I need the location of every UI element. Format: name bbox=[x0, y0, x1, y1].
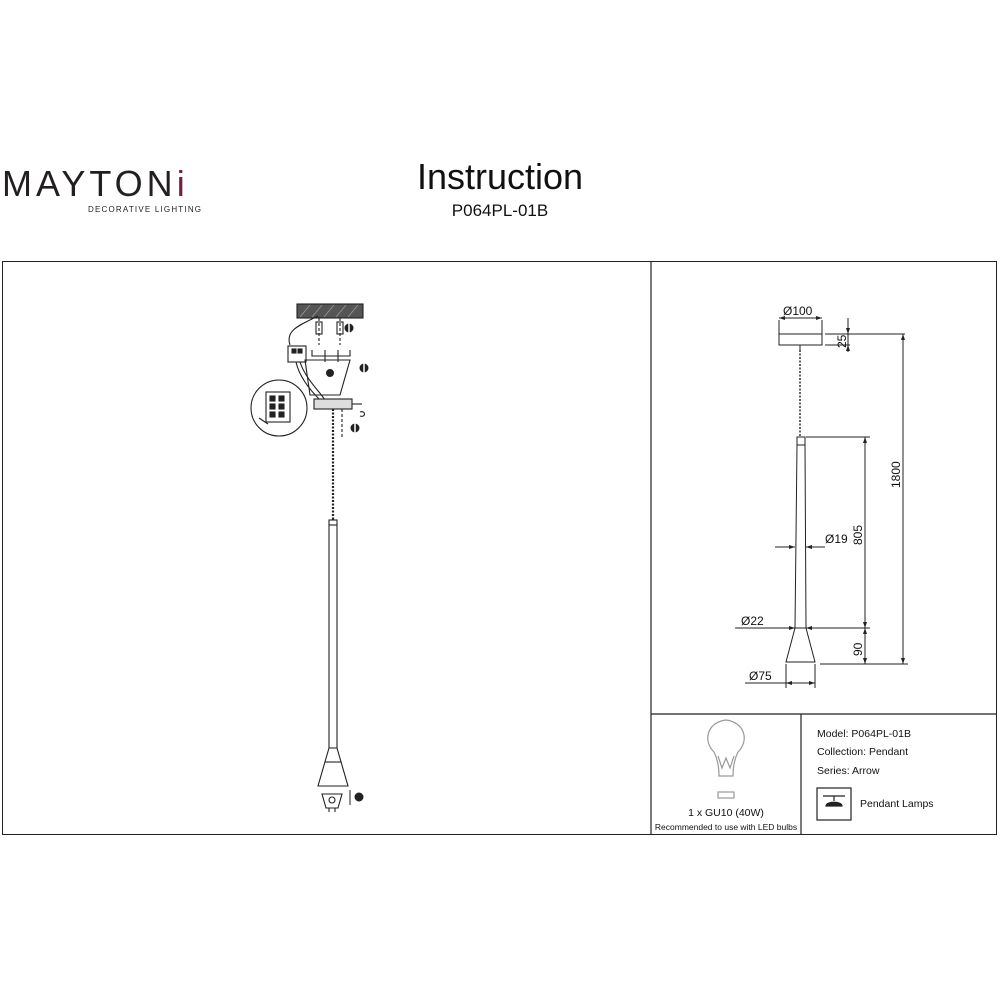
dim-canopy-diameter: Ø100 bbox=[783, 304, 813, 318]
bulb-quantity-type: 1 x GU10 (40W) bbox=[688, 807, 764, 819]
document-title: Instruction bbox=[416, 156, 584, 197]
screwdriver-icon bbox=[345, 322, 353, 336]
dim-canopy-height: 25 bbox=[835, 334, 849, 348]
spec-series: Series: Arrow bbox=[817, 765, 880, 777]
spec-model: Model: P064PL-01B bbox=[817, 728, 911, 740]
bulb-recommendation: Recommended to use with LED bulbs bbox=[654, 822, 798, 832]
bulb-icon bbox=[708, 720, 744, 798]
installation-diagram bbox=[251, 304, 365, 812]
screwdriver-icon bbox=[351, 421, 359, 435]
screwdriver-icon bbox=[350, 790, 363, 805]
dim-total-height: 1800 bbox=[889, 461, 903, 488]
spec-collection: Collection: Pendant bbox=[817, 746, 909, 758]
brand-tagline: DECORATIVE LIGHTING bbox=[88, 205, 203, 214]
dim-tube-length: 805 bbox=[851, 524, 865, 545]
brand-wordmark: MAYTONi bbox=[2, 163, 189, 204]
model-code: P064PL-01B bbox=[451, 201, 549, 220]
dimension-drawing bbox=[735, 318, 908, 688]
pendant-lamp-icon bbox=[817, 788, 851, 820]
dim-neck-diameter: Ø22 bbox=[741, 614, 764, 628]
spec-type-label: Pendant Lamps bbox=[860, 798, 934, 810]
screwdriver-icon bbox=[327, 370, 334, 377]
dim-shade-diameter: Ø75 bbox=[749, 669, 772, 683]
dim-shade-height: 90 bbox=[851, 642, 865, 656]
screwdriver-icon bbox=[360, 362, 368, 376]
dim-tube-diameter: Ø19 bbox=[825, 532, 848, 546]
